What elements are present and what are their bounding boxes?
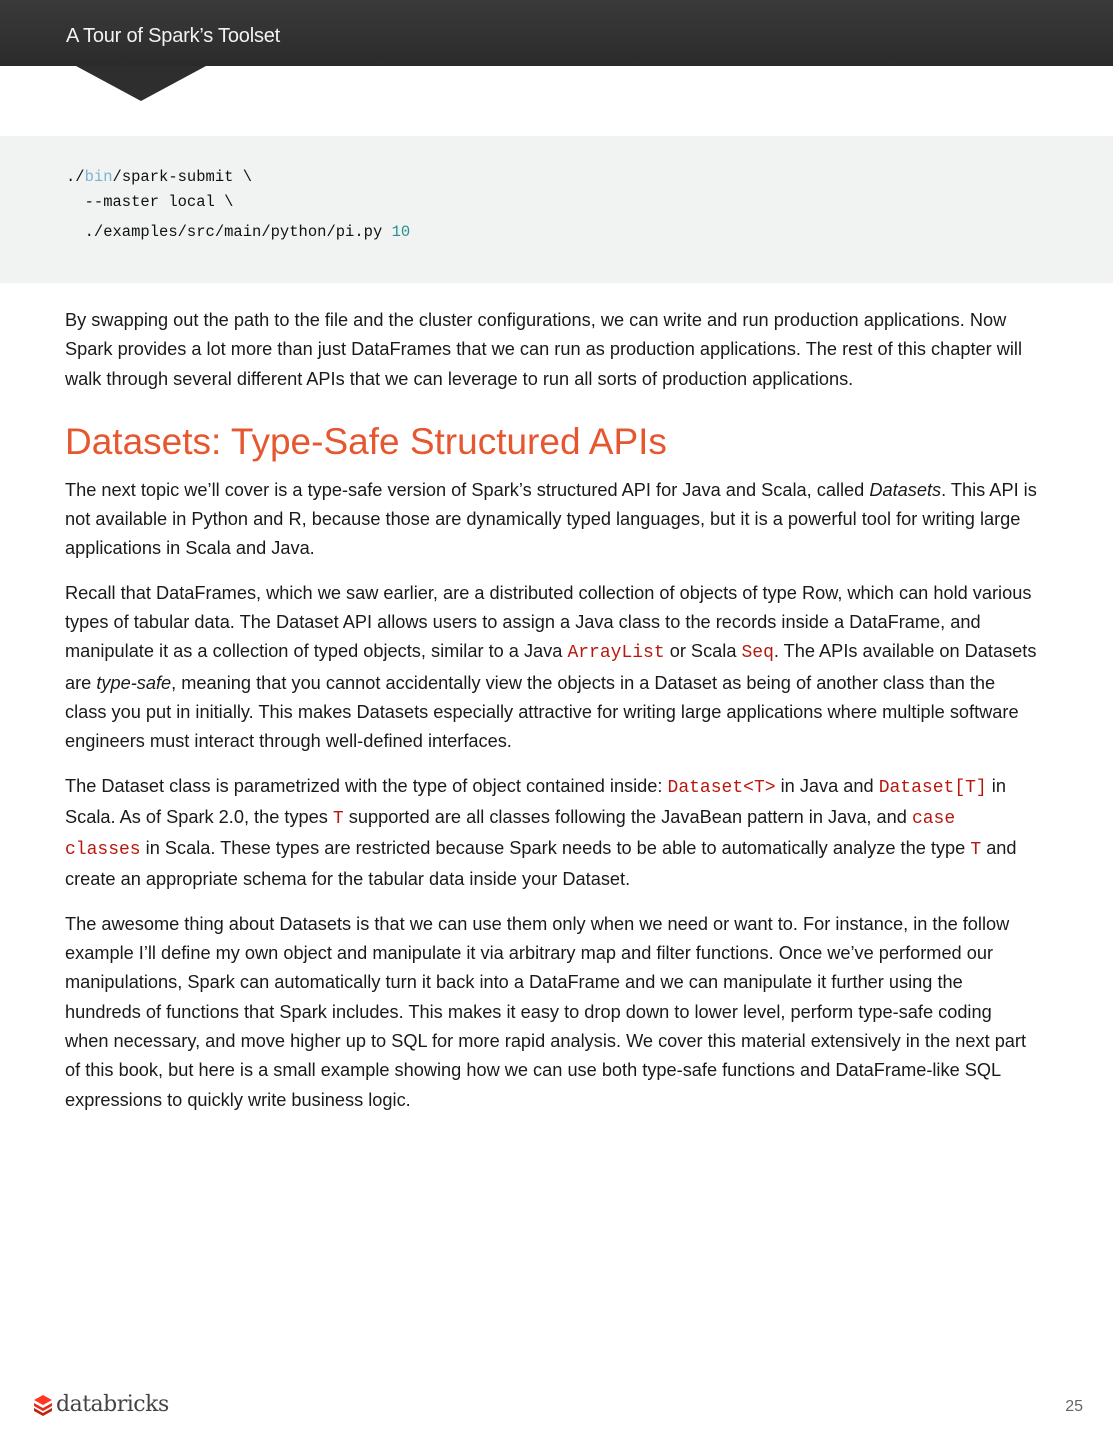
- code-number: 10: [391, 223, 411, 241]
- text: in Scala. These types are restricted because Spark needs to be able to automatically analyze the type: [140, 838, 971, 859]
- code-keyword: bin: [84, 168, 113, 186]
- inline-code: Dataset[T]: [878, 777, 987, 798]
- paragraph: [65, 476, 1040, 564]
- code-block: [0, 136, 1113, 283]
- text: in Java and: [775, 775, 879, 796]
- chapter-title: A Tour of Spark’s Toolset: [66, 25, 281, 47]
- paragraph: The awesome thing about Datasets is that we can use them only when we need or want to. For instance, in the follow example I’ll define my own object and manipulate it via arbitrary map and filter functions. Once we’ve performed our manipulations, Spark can automatically turn it back into a DataFrame and we can manipulate it further using the hundreds of functions that Spark includes. This makes it easy to drop down to lower level, perform type-safe coding when necessary, and move higher up to SQL for more rapid analysis. We cover this material extensively in the next part of this book, but here is a small example showing how we can use both type-safe functions and DataFrame-like SQL expressions to quickly write business logic.: [65, 913, 1027, 1110]
- header-notch: [76, 66, 206, 101]
- text: The next topic we’ll cover is a type-safe version of Spark’s structured API for Java and Scala, called: [65, 479, 870, 500]
- inline-code: Dataset<T>: [667, 777, 776, 798]
- code-line: [66, 168, 252, 186]
- code-text: /spark-submit \: [112, 168, 253, 186]
- text: in Scala. As of Spark 2.0, the types: [65, 775, 1006, 827]
- inline-code: Seq: [741, 643, 774, 664]
- databricks-logo: [33, 1392, 169, 1417]
- code-text: ./: [66, 168, 85, 186]
- logo-wordmark: databricks: [56, 1392, 169, 1417]
- body-content: [65, 306, 1040, 1130]
- code-line: --master local \: [66, 193, 234, 211]
- page-number: 25: [1065, 1398, 1083, 1415]
- code-line: [66, 223, 410, 241]
- emphasis: type-safe: [96, 672, 172, 693]
- text: . The APIs available on Datasets are: [65, 641, 1037, 693]
- inline-code: ArrayList: [567, 643, 665, 664]
- inline-code: T: [332, 808, 344, 829]
- text: Recall that DataFrames, which we saw earlier, are a distributed collection of objects of type Row, which can hold various types of tabular data. The Dataset API allows users to assign a Java class to the records inside a DataFrame, and manipulate it as a collection of typed objects, similar to a Java: [65, 582, 1032, 662]
- section-heading: Datasets: Type-Safe Structured APIs: [65, 420, 667, 462]
- text: The Dataset class is parametrized with the type of object contained inside:: [65, 775, 668, 796]
- text: and create an appropriate schema for the tabular data inside your Dataset.: [65, 838, 1017, 890]
- paragraph: [65, 579, 1040, 757]
- text: . This API is not available in Python and R, because those are dynamically typed languages, but it is a powerful tool for writing large applications in Scala and Java.: [65, 479, 1037, 559]
- paragraph: [65, 772, 1040, 895]
- databricks-logo-icon: [33, 1394, 53, 1416]
- page-header: [0, 0, 1113, 66]
- inline-code: case classes: [65, 808, 956, 861]
- text: , meaning that you cannot accidentally view the objects in a Dataset as being of another class than the class you put in initially. This makes Datasets especially attractive for writing large applications where multiple software engineers must interact through well-defined interfaces.: [65, 672, 1019, 752]
- code-text: ./examples/src/main/python/pi.py: [66, 223, 392, 241]
- text: supported are all classes following the JavaBean pattern in Java, and: [343, 806, 912, 827]
- text: or Scala: [664, 641, 742, 662]
- paragraph: By swapping out the path to the file and the cluster configurations, we can write and run production applications. Now Spark provides a lot more than just DataFrames that we can run as production applications. The rest of this chapter will walk through several different APIs that we can leverage to run all sorts of production applications.: [65, 310, 1023, 389]
- emphasis: Datasets: [869, 479, 942, 500]
- inline-code: T: [970, 840, 982, 861]
